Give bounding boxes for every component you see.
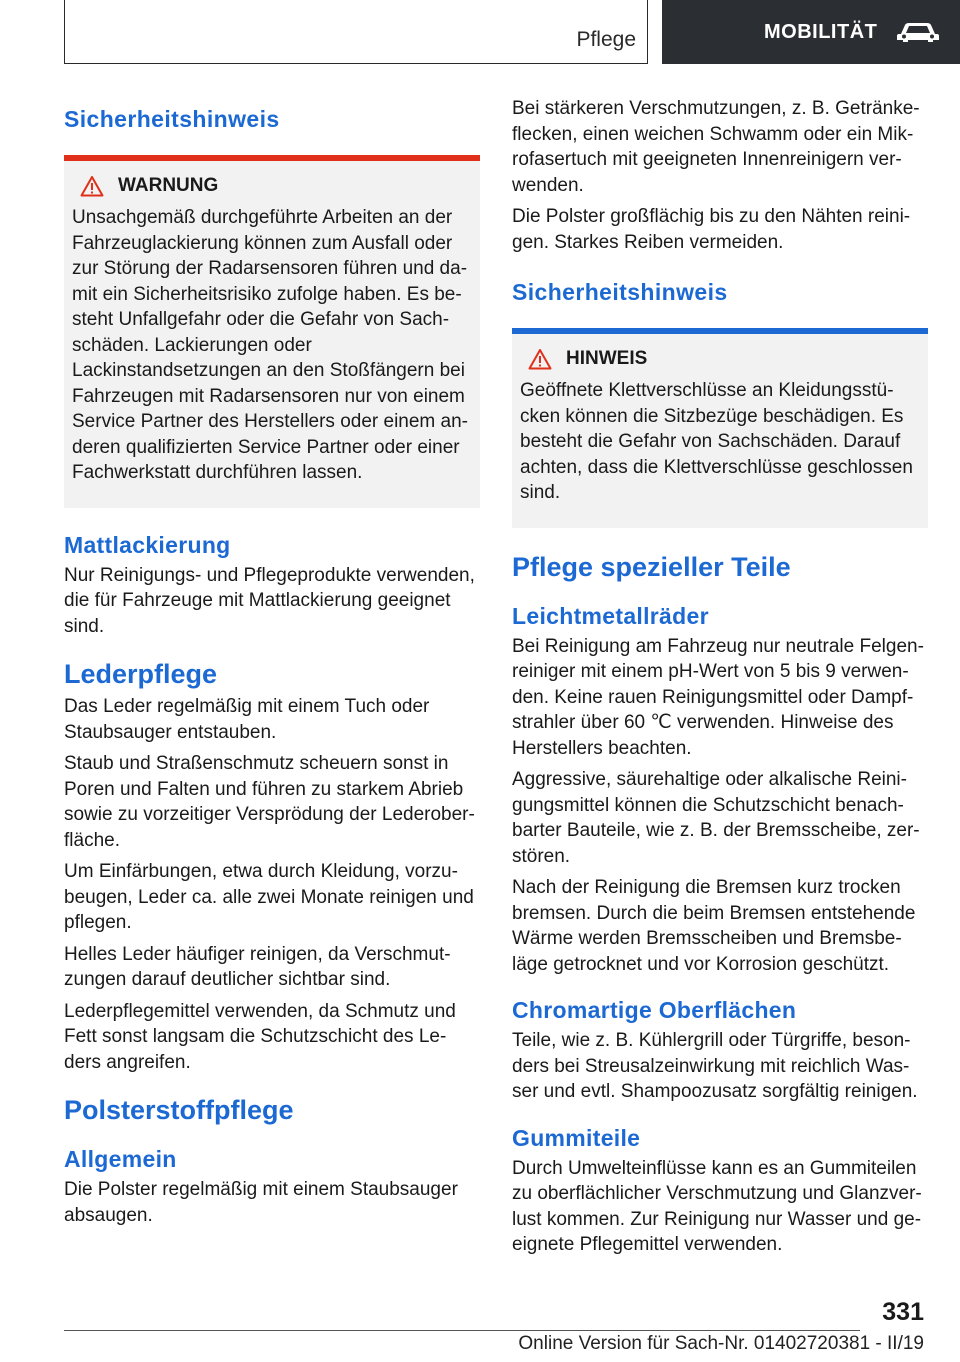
warning-triangle-icon bbox=[80, 175, 104, 197]
footer-version-text: Online Version für Sach-Nr. 01402720381 - II/19 bbox=[518, 1333, 924, 1354]
right-column bbox=[512, 96, 928, 1258]
leather-paragraph: Staub und Straßenschmutz scheuern sonst in Poren und Falten und führen zu starkem Abrieb sowie zu vorzeitiger Versprödung der Lederober-fläche. bbox=[64, 753, 475, 851]
rubber-text: Durch Umwelteinflüsse kann es an Gummiteilen zu oberflächlicher Verschmutzung und Glanzver-lust kommen. Zur Reinigung nur Wasser und ge-eignete Pflegemittel verwenden. bbox=[512, 1157, 922, 1255]
intro-paragraph: Bei stärkeren Verschmutzungen, z. B. Getränke-flecken, einen weichen Schwamm oder ein Mik-rofasertuch mit geeigneten Innenreinigern ver-wenden. bbox=[512, 98, 920, 196]
alloy-paragraph: Aggressive, säurehaltige oder alkalische Reini-gungsmittel können die Schutzschicht benach-barter Bauteile, wie z. B. der Bremsscheibe, zer-stören. bbox=[512, 769, 920, 867]
hint-text: Geöffnete Klettverschlüsse an Kleidungsstü-cken können die Sitzbezüge beschädigen. Es besteht die Gefahr von Sachschäden. Darauf achten, dass die Klettverschlüsse geschlossen sind. bbox=[520, 380, 913, 503]
matt-paint-heading: Mattlackierung bbox=[64, 531, 231, 558]
general-text: Die Polster regelmäßig mit einem Staubsauger absaugen. bbox=[64, 1179, 458, 1226]
warning-header bbox=[80, 175, 472, 197]
warning-label: WARNUNG bbox=[118, 175, 219, 196]
leather-paragraph: Das Leder regelmäßig mit einem Tuch oder Staubsauger entstauben. bbox=[64, 696, 430, 743]
warning-text: Unsachgemäß durchgeführte Arbeiten an der Fahrzeuglackierung können zum Ausfall oder zur Störung der Radarsensoren führen und da-mit ein Sicherheitsrisiko zufolge haben. Es be-steht Unfallgefahr oder die Gefahr von Sach-schäden. Lackierungen oder Lackinstandsetzungen an den Stoßfängern bei Fahrzeugen mit Radarsensoren nur von einem Service Partner des Herstellers oder einem an-deren qualifizierten Service Partner oder einer Fachwerkstatt durchführen lassen. bbox=[72, 207, 469, 483]
warning-box bbox=[64, 155, 480, 508]
hint-box bbox=[512, 328, 928, 528]
header-tab-label: MOBILITÄT bbox=[764, 20, 878, 43]
leather-care-heading: Lederpflege bbox=[64, 659, 218, 689]
intro-paragraph: Die Polster großflächig bis zu den Nähten reini-gen. Starkes Reiben vermeiden. bbox=[512, 206, 911, 253]
footer-divider bbox=[64, 1330, 860, 1331]
header-frame bbox=[64, 0, 648, 64]
page-number: 331 bbox=[882, 1298, 924, 1326]
alloy-paragraph: Nach der Reinigung die Bremsen kurz trocken bremsen. Durch die beim Bremsen entstehende Wärme werden Bremsscheiben und Bremsbe-läge getrocknet und vor Korrosion geschützt. bbox=[512, 877, 916, 975]
leather-paragraph: Helles Leder häufiger reinigen, da Verschmut-zungen darauf deutlicher sichtbar sind. bbox=[64, 943, 451, 990]
alloy-wheels-heading: Leichtmetallräder bbox=[512, 602, 709, 629]
leather-paragraph: Um Einfärbungen, etwa durch Kleidung, vorzu-beugen, Leder ca. alle zwei Monate reinigen und pflegen. bbox=[64, 861, 474, 933]
special-parts-heading: Pflege spezieller Teile bbox=[512, 551, 791, 582]
hint-header bbox=[528, 348, 920, 370]
hint-label: HINWEIS bbox=[566, 348, 648, 369]
left-column bbox=[64, 96, 480, 1228]
leather-paragraph: Lederpflegemittel verwenden, da Schmutz und Fett sonst langsam die Schutzschicht des Le-ders angreifen. bbox=[64, 1000, 456, 1073]
upholstery-care-heading: Polsterstoffpflege bbox=[64, 1095, 294, 1125]
header-section-title: Pflege bbox=[576, 28, 636, 51]
general-heading: Allgemein bbox=[64, 1146, 177, 1172]
safety-notice-heading: Sicherheitshinweis bbox=[512, 279, 728, 305]
matt-paint-text: Nur Reinigungs- und Pflegeprodukte verwenden, die für Fahrzeuge mit Mattlackierung geeignet sind. bbox=[64, 564, 475, 637]
chrome-surfaces-heading: Chromartige Oberflächen bbox=[512, 997, 797, 1023]
header-tab-mobility[interactable] bbox=[662, 0, 960, 64]
safety-notice-heading: Sicherheitshinweis bbox=[64, 106, 280, 132]
alloy-paragraph: Bei Reinigung am Fahrzeug nur neutrale Felgen-reiniger mit einem pH-Wert von 5 bis 9 verwen-den. Keine rauen Reinigungsmittel oder Dampf-strahler über 60 ℃ verwenden. Hinweise des Herstellers beachten. bbox=[512, 635, 924, 759]
chrome-text: Teile, wie z. B. Kühlergrill oder Türgriffe, beson-ders bei Streusalzeinwirkung mit reichlich Was-ser und evtl. Shampoozusatz sorgfältig reinigen. bbox=[512, 1030, 918, 1102]
warning-triangle-icon bbox=[528, 348, 552, 370]
car-icon bbox=[895, 20, 941, 44]
rubber-parts-heading: Gummiteile bbox=[512, 1124, 641, 1151]
